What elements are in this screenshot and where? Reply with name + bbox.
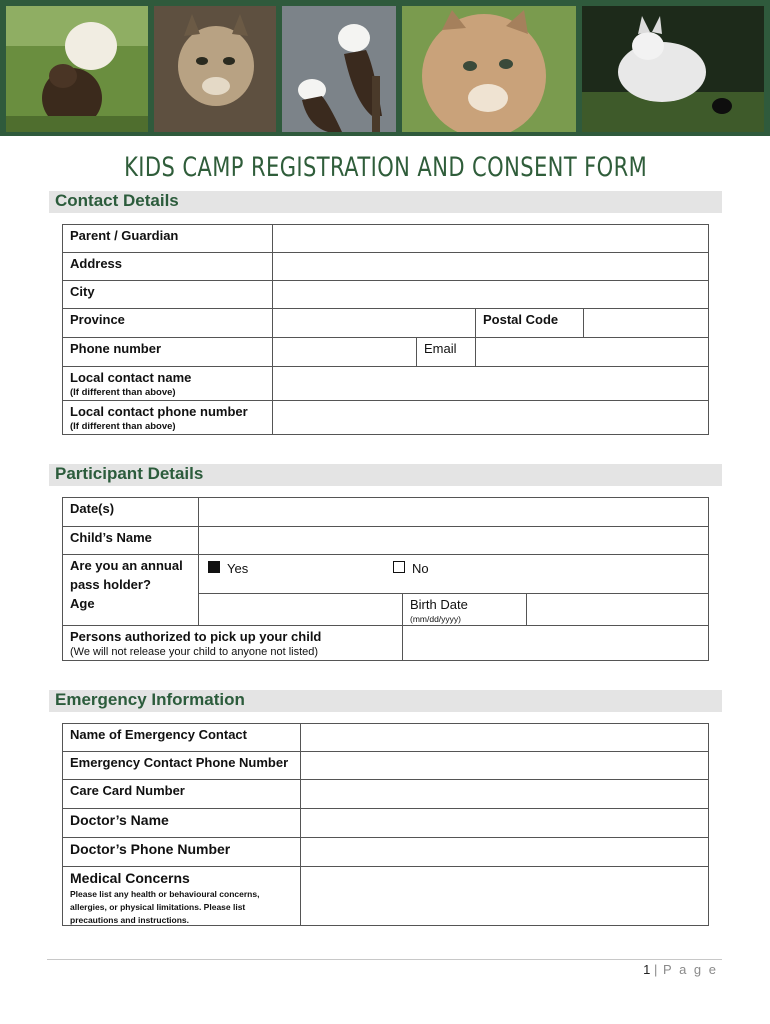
postal-code-input[interactable] xyxy=(583,308,709,338)
parent-input[interactable] xyxy=(272,224,709,253)
emergency-phone-input[interactable] xyxy=(300,751,709,780)
postal-code-label-cell xyxy=(475,308,584,338)
emergency-name-label: Name of Emergency Contact xyxy=(70,727,247,742)
medical-label-cell xyxy=(62,866,301,926)
doctor-name-label-cell xyxy=(62,808,301,838)
medical-input[interactable] xyxy=(300,866,709,926)
doctor-phone-label: Doctor’s Phone Number xyxy=(70,841,231,857)
local-phone-input[interactable] xyxy=(272,400,709,435)
page-number-value: 1 xyxy=(643,962,651,977)
emergency-info-title: Emergency Information xyxy=(55,690,245,709)
address-input[interactable] xyxy=(272,252,709,281)
birth-date-label: Birth Date xyxy=(410,597,468,612)
age-input[interactable] xyxy=(198,593,403,626)
doctor-name-input[interactable] xyxy=(300,808,709,838)
local-name-note: (If different than above) xyxy=(70,387,176,398)
province-label-cell xyxy=(62,308,273,338)
wolf-photo xyxy=(582,6,764,132)
child-name-label-cell xyxy=(62,526,199,555)
participant-details-title: Participant Details xyxy=(55,464,204,483)
postal-code-label: Postal Code xyxy=(483,312,559,327)
child-name-input[interactable] xyxy=(198,526,709,555)
phone-label-cell xyxy=(62,337,273,367)
doctor-phone-input[interactable] xyxy=(300,837,709,867)
footer-divider xyxy=(47,959,722,960)
email-input[interactable] xyxy=(475,337,709,367)
annual-pass-label: Are you an annual pass holder? xyxy=(70,558,183,592)
participant-details-heading xyxy=(49,464,722,486)
dates-input[interactable] xyxy=(198,497,709,527)
local-phone-label-cell xyxy=(62,400,273,435)
birth-date-label-cell xyxy=(402,593,527,626)
pickup-label-cell xyxy=(62,625,403,661)
email-label: Email xyxy=(424,341,457,356)
cougar-photo xyxy=(402,6,576,132)
local-phone-note: (If different than above) xyxy=(70,421,176,432)
dates-label: Date(s) xyxy=(70,501,115,516)
bears-photo xyxy=(6,6,148,132)
province-label: Province xyxy=(70,312,125,327)
local-name-input[interactable] xyxy=(272,366,709,401)
parent-label-cell xyxy=(62,224,273,253)
yes-label: Yes xyxy=(227,561,249,576)
contact-details-title: Contact Details xyxy=(55,191,179,210)
care-card-label-cell xyxy=(62,779,301,809)
annual-pass-age-label-cell xyxy=(62,554,199,626)
phone-input[interactable] xyxy=(272,337,417,367)
eagles-photo xyxy=(282,6,396,132)
emergency-name-input[interactable] xyxy=(300,723,709,752)
page-number xyxy=(643,962,718,977)
page-separator: | xyxy=(654,962,660,977)
annual-pass-answer-cell xyxy=(198,554,709,594)
page-label: P a g e xyxy=(663,962,718,977)
care-card-input[interactable] xyxy=(300,779,709,809)
emergency-phone-label: Emergency Contact Phone Number xyxy=(70,755,289,770)
form-title: KIDS CAMP REGISTRATION AND CONSENT FORM xyxy=(124,152,648,183)
phone-label: Phone number xyxy=(70,341,162,356)
pickup-input[interactable] xyxy=(402,625,709,661)
no-label: No xyxy=(412,561,429,576)
pickup-label: Persons authorized to pick up your child xyxy=(70,629,322,644)
contact-details-heading xyxy=(49,191,722,213)
local-name-label: Local contact name xyxy=(70,370,192,385)
no-checkbox[interactable] xyxy=(393,561,405,573)
medical-note: Please list any health or behavioural concerns, allergies, or physical limitations. Please list precautions and instructions. xyxy=(70,889,260,925)
city-label-cell xyxy=(62,280,273,309)
province-input[interactable] xyxy=(272,308,476,338)
emergency-info-heading xyxy=(49,690,722,712)
city-label: City xyxy=(70,284,95,299)
address-label-cell xyxy=(62,252,273,281)
birth-date-format: (mm/dd/yyyy) xyxy=(410,614,461,624)
yes-checkbox[interactable] xyxy=(208,561,220,573)
medical-label: Medical Concerns xyxy=(70,870,190,886)
parent-label: Parent / Guardian xyxy=(70,228,179,243)
dates-label-cell xyxy=(62,497,199,527)
header-banner xyxy=(0,0,770,136)
age-label: Age xyxy=(70,596,95,611)
child-name-label: Child’s Name xyxy=(70,530,152,545)
emergency-name-label-cell xyxy=(62,723,301,752)
email-label-cell xyxy=(416,337,476,367)
local-phone-label: Local contact phone number xyxy=(70,404,248,419)
local-name-label-cell xyxy=(62,366,273,401)
address-label: Address xyxy=(70,256,123,271)
care-card-label: Care Card Number xyxy=(70,783,185,798)
emergency-phone-label-cell xyxy=(62,751,301,780)
birth-date-input[interactable] xyxy=(526,593,709,626)
doctor-phone-label-cell xyxy=(62,837,301,867)
doctor-name-label: Doctor’s Name xyxy=(70,812,169,828)
pickup-note: (We will not release your child to anyone not listed) xyxy=(70,646,319,658)
bobcat-photo xyxy=(154,6,276,132)
city-input[interactable] xyxy=(272,280,709,309)
